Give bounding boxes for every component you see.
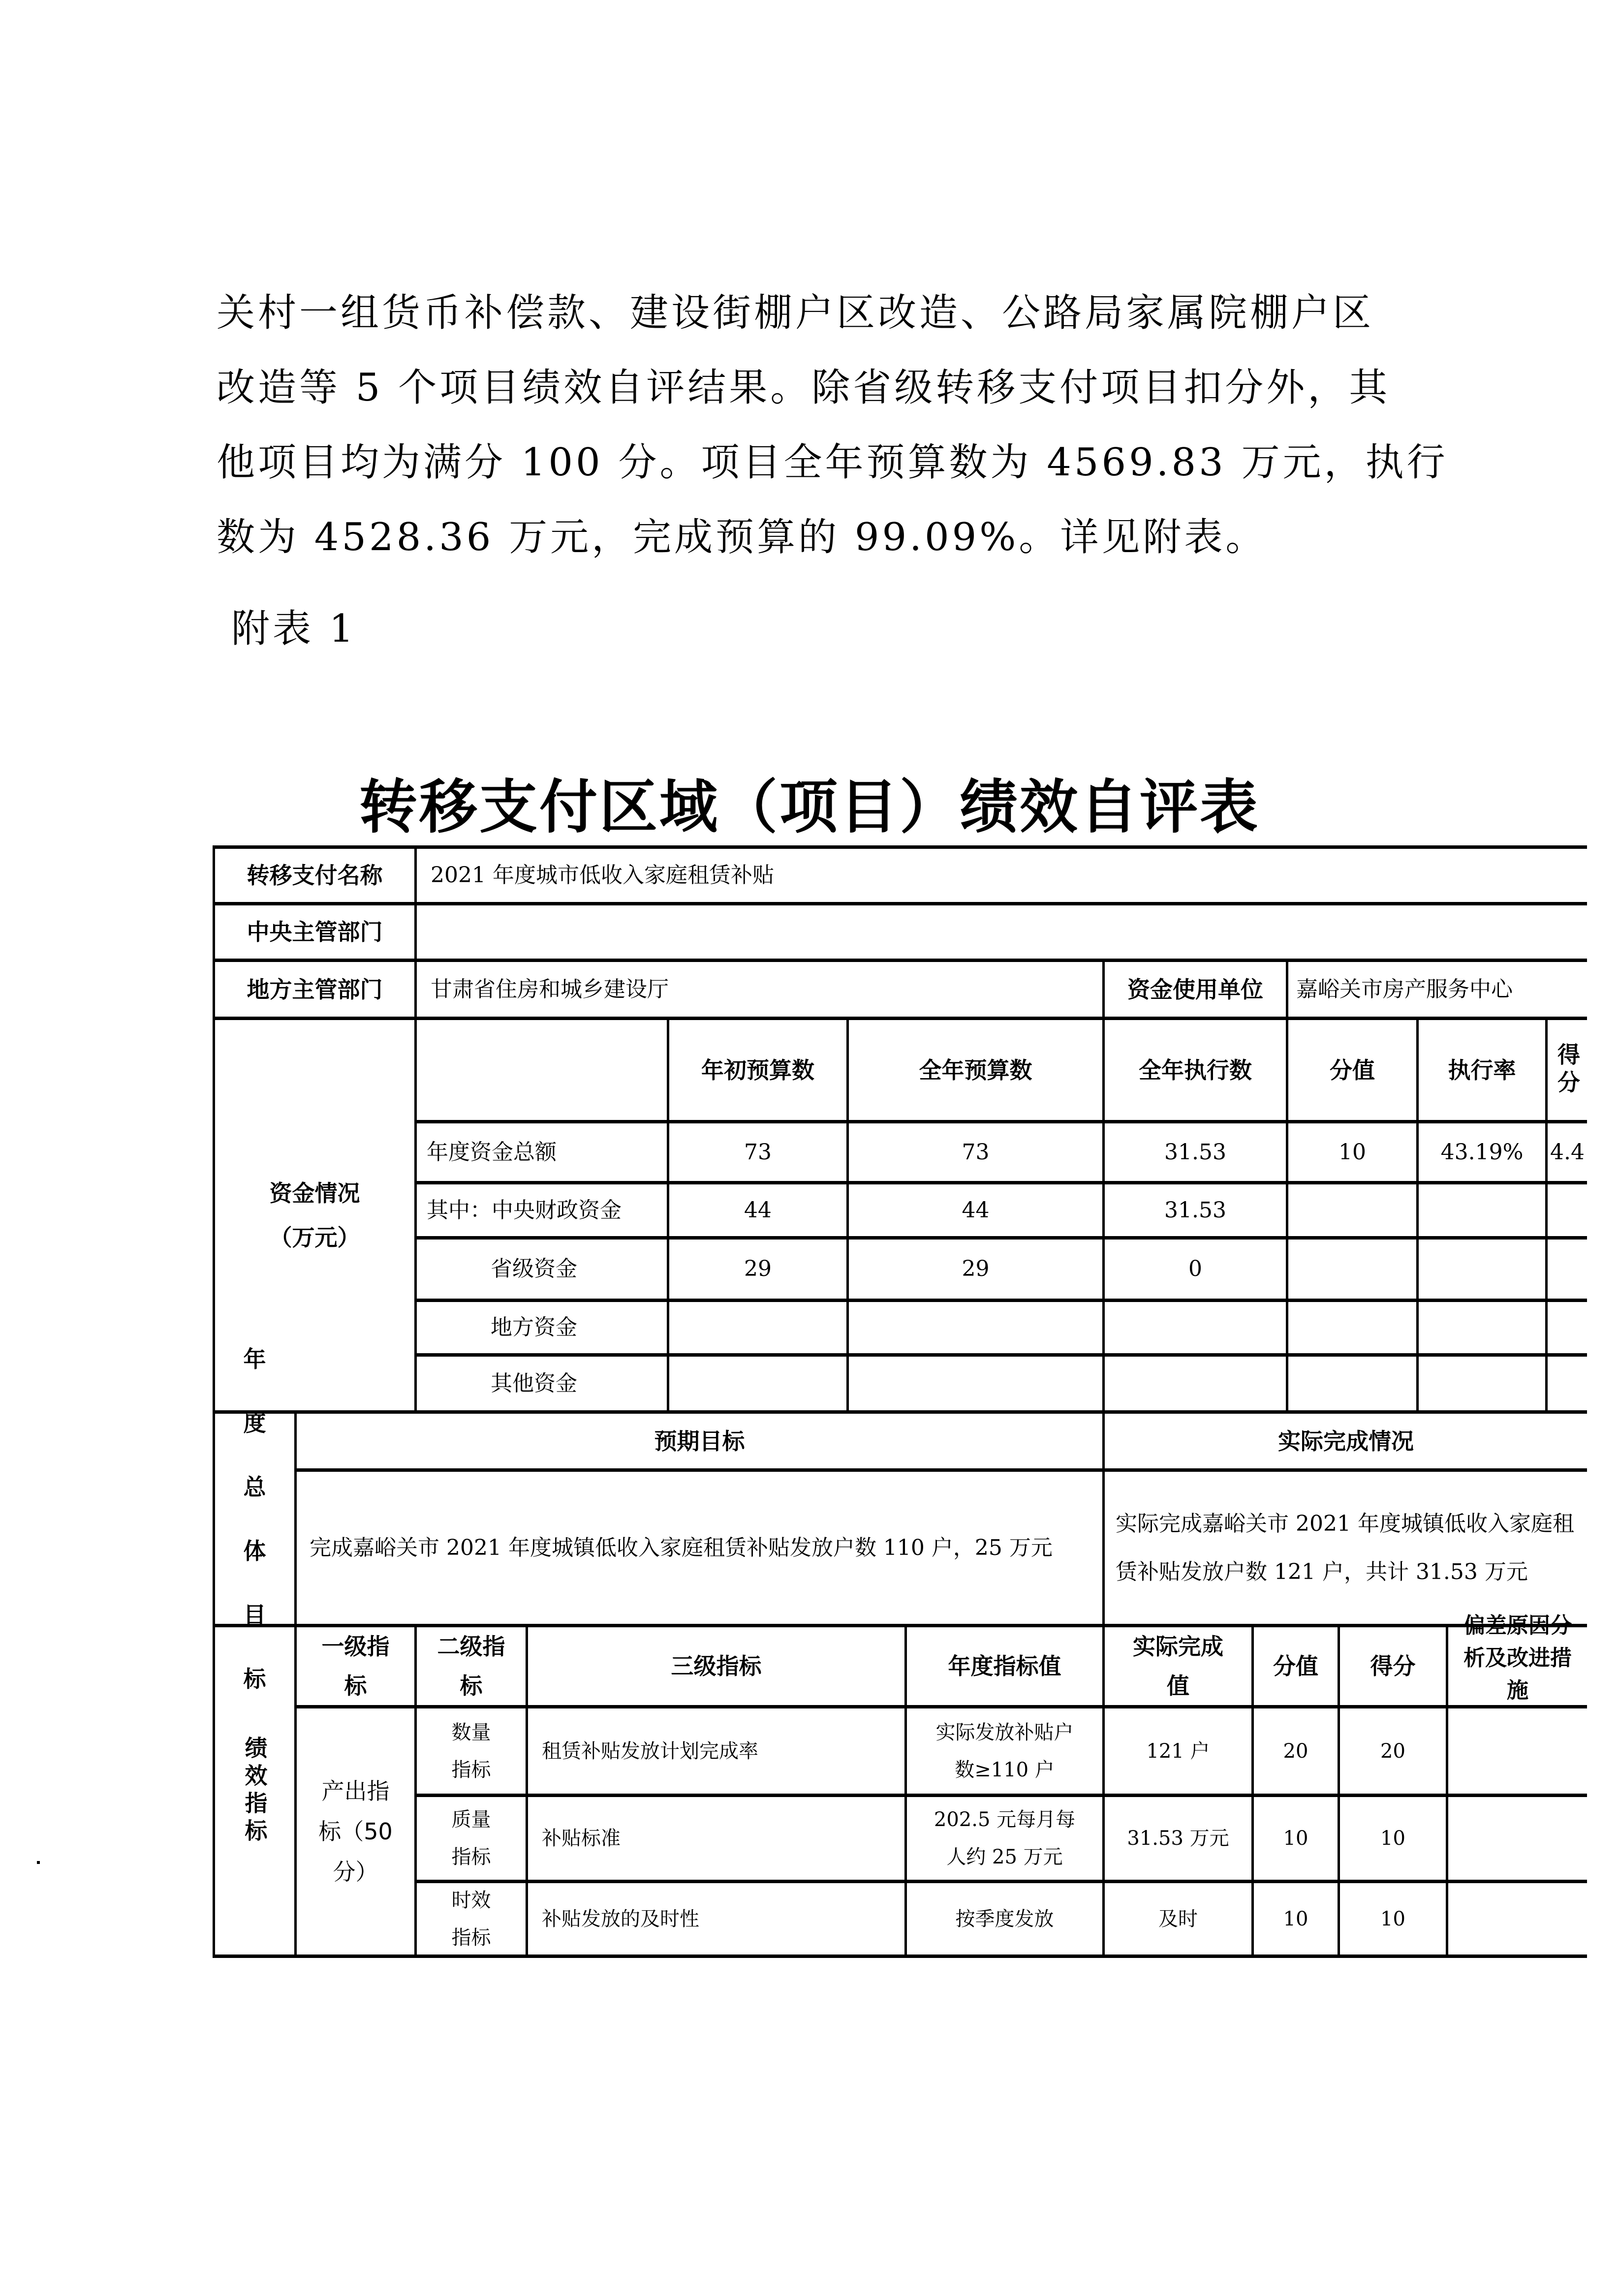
funds-cell-execution-rate [1419, 1240, 1545, 1299]
goals-section-label [215, 1345, 294, 1692]
goals-expected-text [297, 1472, 1102, 1624]
perf-header-score: 得分 [1370, 1653, 1416, 1679]
fund-user-label: 资金使用单位 [1127, 976, 1263, 1003]
row-divider [294, 1468, 1587, 1472]
perf-cell-annual-target [907, 1797, 1102, 1880]
perf-cell-actual-value: 31.53 万元 [1127, 1827, 1229, 1850]
perf-level1-output [297, 1708, 414, 1955]
perf-cell-deviation [1448, 1883, 1587, 1955]
funds-cell-initial-budget [669, 1357, 846, 1410]
row-divider [414, 1353, 1587, 1357]
funds-header-execution-rate: 执行率 [1448, 1056, 1516, 1084]
goals-expected-header: 预期目标 [654, 1427, 745, 1455]
row-divider [414, 1181, 1587, 1184]
appendix-label: 附表 1 [231, 607, 357, 651]
goals-actual-text [1105, 1472, 1587, 1624]
row-divider [414, 1880, 1587, 1883]
perf-header-annual-target: 年度指标值 [948, 1653, 1061, 1679]
goals-actual-text-content: 实际完成嘉峪关市 2021 年度城镇低收入家庭租赁补贴发放户数 121 户，共计 31.53 万元 [1116, 1511, 1574, 1584]
funds-header-score-value: 分值 [1330, 1056, 1375, 1084]
table-title: 转移支付区域（项目）绩效自评表 [359, 773, 1260, 841]
funds-cell-score [1548, 1357, 1587, 1410]
funds-cell-annual-budget: 44 [962, 1197, 990, 1223]
perf-cell-text: 实际发放补贴户数≥110 户 [935, 1721, 1074, 1781]
funds-cell-executed: 31.53 [1164, 1197, 1226, 1223]
funds-section-label-line2: （万元） [269, 1224, 360, 1251]
perf-cell-score: 10 [1380, 1827, 1405, 1850]
funds-cell-executed [1105, 1302, 1286, 1353]
perf-cell-level2 [417, 1708, 526, 1794]
perf-header-level3: 三级指标 [671, 1653, 762, 1679]
local-dept-label: 地方主管部门 [247, 976, 383, 1003]
funds-row-label: 年度资金总额 [427, 1139, 557, 1165]
funds-cell-annual-budget [849, 1357, 1102, 1410]
funds-cell-annual-budget: 29 [962, 1256, 990, 1281]
perf-cell-actual-value: 121 户 [1146, 1739, 1210, 1763]
funds-cell-score [1548, 1184, 1587, 1236]
funds-cell-execution-rate [1419, 1357, 1545, 1410]
funds-cell-execution-rate [1419, 1184, 1545, 1236]
funds-cell-score-value [1288, 1184, 1416, 1236]
intro-paragraph [217, 276, 1506, 575]
perf-cell-level2 [417, 1883, 526, 1955]
funds-cell-initial-budget [669, 1302, 846, 1353]
perf-header-level2 [417, 1627, 526, 1705]
perf-level1-output-text: 产出指标（50分） [318, 1778, 393, 1885]
row-divider [414, 1120, 1587, 1123]
funds-header-score: 得分 [1554, 1042, 1581, 1098]
fund-user-value: 嘉峪关市房产服务中心 [1296, 976, 1513, 1002]
perf-cell-deviation [1448, 1708, 1587, 1794]
goals-actual-header: 实际完成情况 [1278, 1427, 1414, 1455]
funds-section-label-line1: 资金情况 [269, 1179, 360, 1207]
funds-cell-score-value [1288, 1302, 1416, 1353]
funds-row-label: 省级资金 [491, 1256, 577, 1281]
perf-cell-text: 质量指标 [451, 1808, 491, 1868]
perf-cell-level2 [417, 1797, 526, 1880]
performance-section-label: 绩效指标 [241, 1736, 268, 1846]
central-dept-label: 中央主管部门 [247, 919, 383, 945]
perf-cell-annual-target [907, 1883, 1102, 1955]
funds-header-executed: 全年执行数 [1139, 1056, 1252, 1084]
funds-cell-score-value [1288, 1240, 1416, 1299]
funds-cell-annual-budget: 73 [962, 1139, 990, 1165]
perf-header-level2-text: 二级指标 [437, 1633, 505, 1699]
funds-cell-executed: 31.53 [1164, 1139, 1226, 1165]
funds-cell-score [1548, 1240, 1587, 1299]
table-border [213, 1955, 1587, 1958]
row-divider [213, 902, 1587, 905]
perf-cell-score-value: 10 [1283, 1907, 1308, 1930]
row-divider [414, 1299, 1587, 1302]
paragraph-line: 改造等 5 个项目绩效自评结果。除省级转移支付项目扣分外，其 [217, 366, 1391, 410]
funds-cell-score-value [1288, 1357, 1416, 1410]
perf-cell-actual-value: 及时 [1158, 1907, 1198, 1930]
funds-cell-initial-budget: 73 [744, 1139, 772, 1165]
scan-speck [37, 1861, 40, 1864]
perf-header-score-value: 分值 [1273, 1653, 1318, 1679]
perf-header-deviation-text: 偏差原因分析及改进措施 [1463, 1613, 1572, 1703]
central-dept-value [417, 905, 1583, 959]
funds-row-label: 地方资金 [491, 1315, 577, 1340]
row-divider [294, 1705, 1587, 1708]
transfer-name-label: 转移支付名称 [247, 862, 383, 889]
funds-cell-score [1548, 1302, 1587, 1353]
paragraph-line: 数为 4528.36 万元，完成预算的 99.09%。详见附表。 [217, 515, 1267, 559]
perf-cell-score: 20 [1380, 1739, 1405, 1763]
perf-header-actual-value [1105, 1627, 1251, 1705]
row-divider [213, 1017, 1587, 1020]
funds-cell-annual-budget [849, 1302, 1102, 1353]
funds-cell-initial-budget: 44 [744, 1197, 772, 1223]
perf-cell-level3: 补贴发放的及时性 [542, 1907, 699, 1930]
perf-header-deviation [1448, 1612, 1587, 1705]
paragraph-line: 关村一组货币补偿款、建设街棚户区改造、公路局家属院棚户区 [217, 291, 1374, 335]
row-divider [414, 1794, 1587, 1797]
perf-cell-level3: 租赁补贴发放计划完成率 [542, 1739, 758, 1763]
perf-header-actual-value-text: 实际完成值 [1133, 1633, 1223, 1699]
funds-row-label: 其中：中央财政资金 [427, 1197, 622, 1223]
perf-cell-score: 10 [1380, 1907, 1405, 1930]
funds-header-initial-budget: 年初预算数 [701, 1056, 814, 1084]
perf-cell-text: 时效指标 [451, 1889, 491, 1949]
goals-section-label-text: 年度总体目标 [243, 1345, 266, 1692]
funds-cell-initial-budget: 29 [744, 1256, 772, 1281]
funds-cell-executed [1105, 1357, 1286, 1410]
row-divider [213, 1410, 1587, 1414]
funds-row-label: 其他资金 [491, 1370, 577, 1396]
perf-cell-text: 按季度发放 [955, 1907, 1054, 1930]
perf-cell-level3: 补贴标准 [542, 1827, 621, 1850]
funds-cell-execution-rate [1419, 1302, 1545, 1353]
funds-cell-score: 4.4 [1550, 1139, 1585, 1165]
row-divider [213, 959, 1587, 962]
funds-cell-execution-rate: 43.19% [1440, 1139, 1524, 1165]
perf-cell-score-value: 10 [1283, 1827, 1308, 1850]
funds-cell-score-value: 10 [1339, 1139, 1366, 1165]
row-divider [414, 1236, 1587, 1240]
funds-header-blank [417, 1020, 667, 1120]
perf-cell-annual-target [907, 1708, 1102, 1794]
funds-header-annual-budget: 全年预算数 [919, 1056, 1032, 1084]
goals-expected-text-content: 完成嘉峪关市 2021 年度城镇低收入家庭租赁补贴发放户数 110 户，25 万元 [310, 1535, 1053, 1560]
perf-header-level1-text: 一级指标 [321, 1633, 390, 1699]
perf-cell-text: 202.5 元每月每人约 25 万元 [934, 1808, 1076, 1868]
funds-cell-executed: 0 [1188, 1256, 1202, 1281]
local-dept-value: 甘肃省住房和城乡建设厅 [431, 976, 669, 1002]
perf-header-level1 [297, 1627, 414, 1705]
perf-cell-score-value: 20 [1283, 1739, 1308, 1763]
row-divider [213, 1624, 1587, 1627]
transfer-name-value: 2021 年度城市低收入家庭租赁补贴 [431, 863, 774, 888]
paragraph-line: 他项目均为满分 100 分。项目全年预算数为 4569.83 万元，执行 [217, 440, 1448, 485]
table-border [213, 845, 1587, 849]
perf-cell-text: 数量指标 [451, 1721, 491, 1781]
perf-cell-deviation [1448, 1797, 1587, 1880]
